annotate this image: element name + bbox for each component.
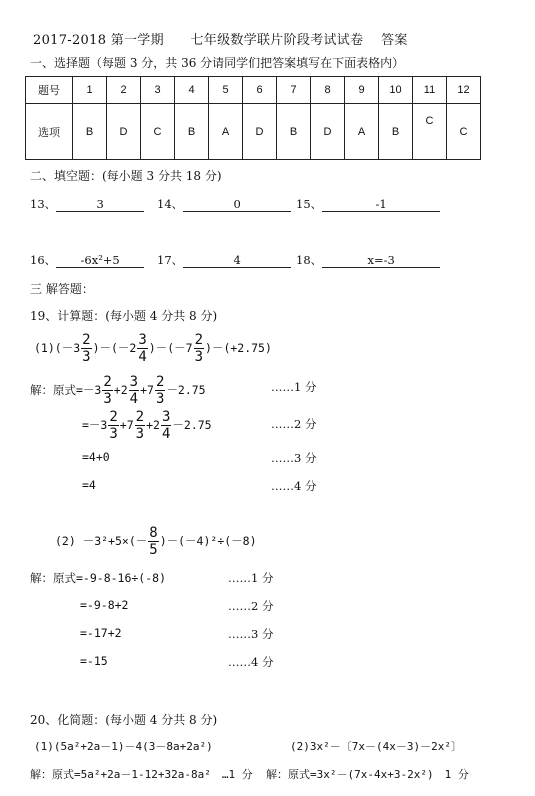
- q20-heading: 20、化简题：(每小题 4 分共 8 分): [30, 713, 218, 727]
- q19-2-step-1: 解：原式=-9-8-16÷(-8): [30, 571, 167, 585]
- fill-number: 15、: [296, 197, 323, 211]
- section2-heading: 二、填空题：(每小题 3 分共 18 分): [30, 169, 222, 183]
- q20-1-solution: 解：原式=5a²+2a－1-12+32a-8a² …1 分: [30, 768, 253, 781]
- q19-1-step-2: =－3 $\frac{2}{3}$ +7 $\frac{2}{3}$ +2 $\frac{3}{4}$ －2.75: [82, 409, 212, 442]
- fraction: $\frac{8}{5}$: [149, 525, 158, 558]
- fill-row-1: [30, 196, 144, 212]
- q20-1-expression: (1)(5a²+2a－1)－4(3－8a+2a²): [34, 740, 213, 753]
- expr-part: (－3: [54, 341, 81, 355]
- answer-cell: B: [379, 104, 413, 160]
- fraction: $\frac{3}{4}$: [161, 409, 171, 442]
- fill-number: 18、: [296, 253, 323, 267]
- fill-answer: -1: [322, 197, 440, 212]
- fraction: $\frac{2}{3}$: [155, 374, 165, 407]
- fraction: $\frac{3}{4}$: [129, 374, 139, 407]
- step-text: =－3: [82, 418, 108, 432]
- question-number: 2: [107, 77, 141, 104]
- answer-cell: D: [311, 104, 345, 160]
- page-title: 2017-2018 第一学期 七年级数学联片阶段考试试卷 答案: [33, 33, 408, 48]
- fill-answer: 3: [56, 197, 144, 212]
- expr-part: )－(－7: [148, 341, 193, 355]
- fraction: $\frac{2}{3}$: [82, 332, 91, 365]
- fill-answer: 0: [183, 197, 291, 212]
- answer-cell: B: [73, 104, 107, 160]
- answer-cell: C: [141, 104, 175, 160]
- q19-heading: 19、计算题：(每小题 4 分共 8 分): [30, 309, 218, 323]
- score-mark: ……3 分: [228, 627, 274, 641]
- q19-1-label: (1): [34, 341, 55, 355]
- question-number: 7: [277, 77, 311, 104]
- score-mark: ……4 分: [271, 479, 317, 493]
- question-number: 3: [141, 77, 175, 104]
- fill-row-2: [157, 196, 291, 212]
- expr-part: －3²+5×(－: [82, 534, 148, 548]
- row-label-number: 题号: [26, 77, 73, 104]
- answer-cell: C: [447, 104, 481, 160]
- q19-1-step-1: 解：原式=－3 $\frac{2}{3}$ +2 $\frac{3}{4}$ +7 $\frac{2}{3}$ －2.75: [30, 374, 206, 407]
- step-text: －2.75: [166, 383, 206, 397]
- q19-1-step-4: =4: [82, 478, 96, 492]
- fraction: $\frac{2}{3}$: [194, 332, 204, 365]
- expr-part: )－(－2: [92, 341, 137, 355]
- answer-cell: D: [107, 104, 141, 160]
- answer-table: [25, 76, 481, 160]
- fill-answer: -6x²+5: [56, 253, 144, 268]
- fill-number: 13、: [30, 197, 57, 211]
- answer-cell: B: [175, 104, 209, 160]
- q19-2-step-4: =-15: [80, 654, 108, 668]
- fill-number: 14、: [157, 197, 184, 211]
- q20-2-expression: (2)3x²－〔7x－(4x－3)－2x²〕: [290, 740, 462, 753]
- question-number: 9: [345, 77, 379, 104]
- question-number: 8: [311, 77, 345, 104]
- fraction: $\frac{3}{4}$: [138, 332, 147, 365]
- q19-2-label: (2): [55, 534, 76, 548]
- question-number: 6: [243, 77, 277, 104]
- fill-answer: 4: [183, 253, 291, 268]
- row-label-answer: 选项: [26, 104, 73, 160]
- answer-cell: B: [277, 104, 311, 160]
- q19-2-step-2: =-9-8+2: [80, 598, 129, 612]
- answer-cell: [413, 104, 447, 160]
- fill-number: 16、: [30, 253, 57, 267]
- fraction: $\frac{2}{3}$: [135, 409, 145, 442]
- score-mark: ……2 分: [228, 599, 274, 613]
- fill-row-3: [296, 196, 440, 212]
- q20-2-solution: 解：原式=3x²－(7x-4x+3-2x²) 1 分: [266, 768, 469, 781]
- score-mark: ……3 分: [271, 451, 317, 465]
- q19-1-step-3: =4+0: [82, 450, 110, 464]
- answer-cell: A: [209, 104, 243, 160]
- answer-cell: A: [345, 104, 379, 160]
- step-text: 解：原式=－3: [30, 383, 102, 397]
- score-mark: ……2 分: [271, 417, 317, 431]
- section3-heading: 三 解答题：: [30, 282, 94, 296]
- question-number: 12: [447, 77, 481, 104]
- question-number: 10: [379, 77, 413, 104]
- fill-answer: x=-3: [322, 253, 440, 268]
- question-number: 4: [175, 77, 209, 104]
- fill-number: 17、: [157, 253, 184, 267]
- score-mark: ……1 分: [228, 571, 274, 585]
- question-number: 5: [209, 77, 243, 104]
- section1-heading: 一、选择题（每题 3 分，共 36 分请同学们把答案填写在下面表格内）: [30, 56, 405, 70]
- fill-row-6: [296, 252, 440, 268]
- fill-row-4: [30, 252, 144, 268]
- q19-2-step-3: =-17+2: [80, 626, 122, 640]
- score-mark: ……4 分: [228, 655, 274, 669]
- answer-cell-text: C: [425, 114, 434, 127]
- score-mark: ……1 分: [271, 380, 317, 394]
- fraction: $\frac{2}{3}$: [109, 409, 118, 442]
- q19-2-expression: [55, 526, 257, 557]
- expr-part: )－(－4)²÷(－8): [159, 534, 257, 548]
- expr-part: )－(+2.75): [205, 341, 272, 355]
- question-number: 11: [413, 77, 447, 104]
- step-text: －2.75: [172, 418, 212, 432]
- fraction: $\frac{2}{3}$: [103, 374, 112, 407]
- q19-1-expression: [34, 333, 272, 364]
- fill-row-5: [157, 252, 291, 268]
- answer-cell: D: [243, 104, 277, 160]
- question-number: 1: [73, 77, 107, 104]
